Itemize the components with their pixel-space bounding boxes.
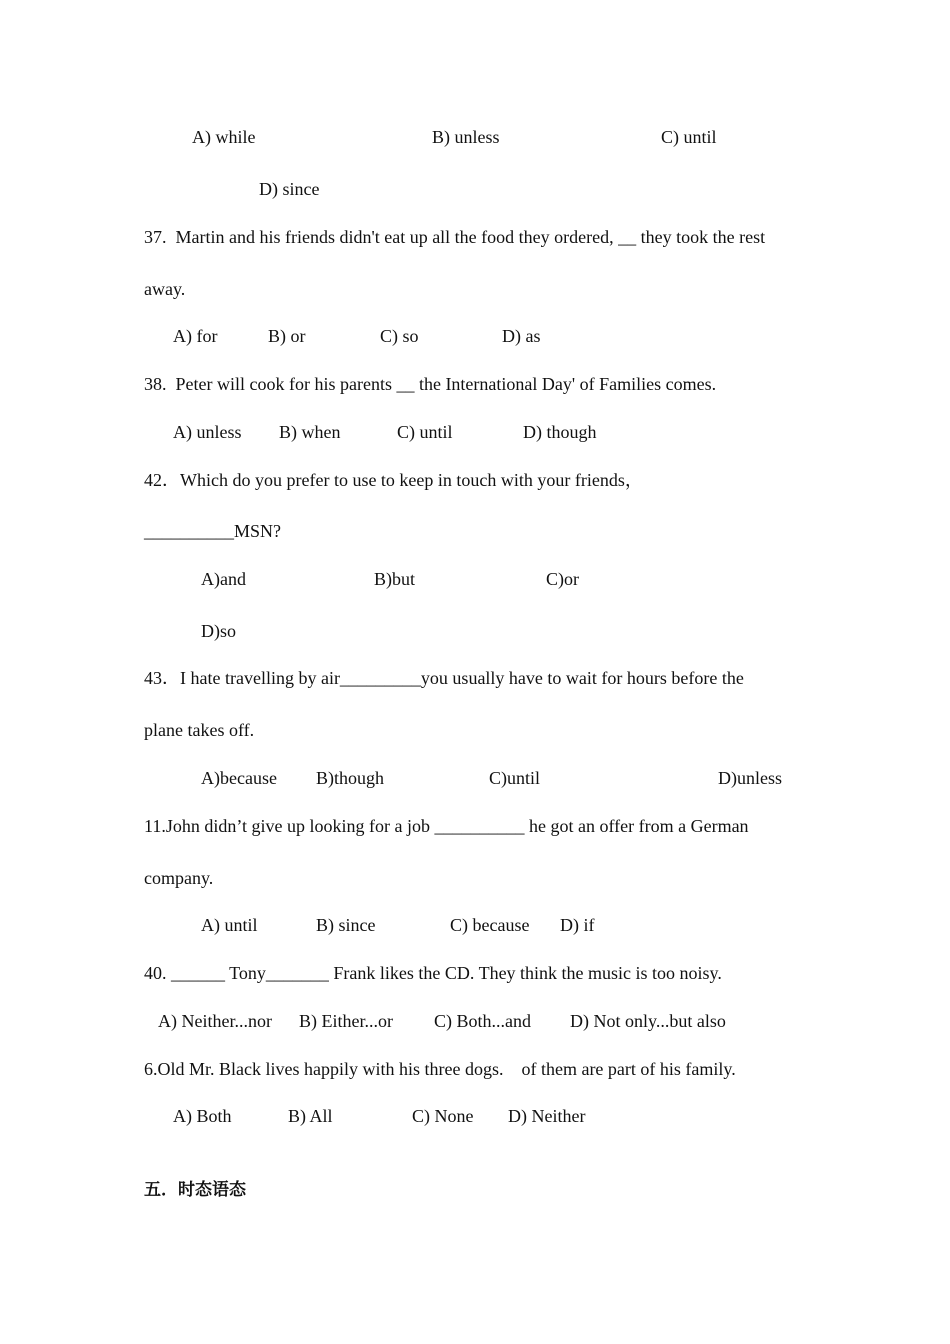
q38-stem: 38. Peter will cook for his parents __ the International Day' of Families comes. [144, 374, 717, 394]
q36-option-d: D) since [259, 179, 320, 199]
section-heading: 五．时态语态 [144, 1180, 246, 1200]
q6-option-b: B) All [288, 1106, 333, 1126]
q38-option-a: A) unless [173, 422, 242, 442]
q42-option-d: D)so [201, 621, 236, 641]
q38-option-d: D) though [523, 422, 597, 442]
q40-option-a: A) Neither...nor [158, 1011, 272, 1031]
q42-option-c: C)or [546, 569, 579, 589]
q36-option-b: B) unless [432, 127, 500, 147]
q40-stem: 40. ______ Tony_______ Frank likes the CD. They think the music is too noisy. [144, 963, 722, 983]
q37-stem-line1: 37. Martin and his friends didn't eat up all the food they ordered, __ they took the rest [144, 227, 766, 247]
q43-option-c: C)until [489, 768, 541, 788]
q43-stem-line2: plane takes off. [144, 720, 255, 740]
q11-option-a: A) until [201, 915, 258, 935]
q37-option-a: A) for [173, 326, 218, 346]
q43-stem-line1: 43．I hate travelling by air_________you usually have to wait for hours before the [144, 668, 744, 688]
q42-stem-line1: 42．Which do you prefer to use to keep in touch with your friends， [144, 470, 643, 490]
q11-stem-line1: 11.John didn’t give up looking for a job __________ he got an offer from a German [144, 816, 749, 836]
q40-option-c: C) Both...and [434, 1011, 531, 1031]
q37-option-b: B) or [268, 326, 306, 346]
q43-option-d: D)unless [718, 768, 782, 788]
q42-stem-line2: __________MSN? [144, 521, 282, 541]
q6-option-a: A) Both [173, 1106, 232, 1126]
q11-option-c: C) because [450, 915, 530, 935]
q42-option-b: B)but [374, 569, 416, 589]
q11-option-b: B) since [316, 915, 376, 935]
q37-option-c: C) so [380, 326, 419, 346]
q36-option-a: A) while [192, 127, 256, 147]
q42-option-a: A)and [201, 569, 246, 589]
q38-option-c: C) until [397, 422, 453, 442]
q40-option-b: B) Either...or [299, 1011, 393, 1031]
q43-option-a: A)because [201, 768, 277, 788]
q37-option-d: D) as [502, 326, 541, 346]
q36-option-c: C) until [661, 127, 717, 147]
q37-stem-line2: away. [144, 279, 186, 299]
q11-option-d: D) if [560, 915, 595, 935]
q6-option-d: D) Neither [508, 1106, 586, 1126]
q40-option-d: D) Not only...but also [570, 1011, 726, 1031]
q43-option-b: B)though [316, 768, 385, 788]
q6-stem: 6.Old Mr. Black lives happily with his three dogs. of them are part of his family. [144, 1059, 736, 1079]
q38-option-b: B) when [279, 422, 341, 442]
q6-option-c: C) None [412, 1106, 474, 1126]
q11-stem-line2: company. [144, 868, 214, 888]
